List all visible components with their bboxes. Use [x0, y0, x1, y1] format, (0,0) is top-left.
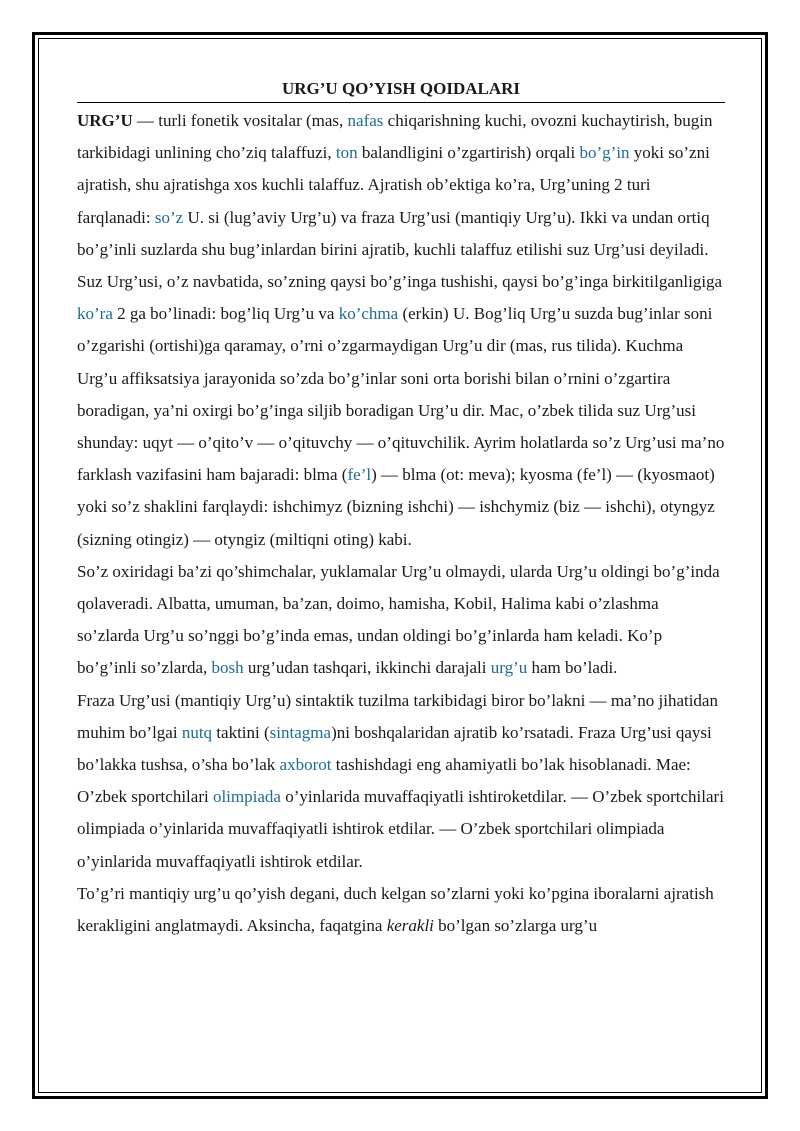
emphasis-kerakli: kerakli — [386, 916, 434, 936]
text-run: (erkin) U. Bog’liq Urg’u suzda bug’inlar soni o’zgarishi (ortishi)ga qaramay, o’rni o’zgarmaydigan Urg’u dir (mas, rus tilida). Kuchma Urg’u affiksatsiya jarayonida so’zda bo’g’inlar soni orta borishi bilan o’rnini o’zgartira boradigan, ya’ni oxirgi bo’g’inga siljib boradigan Urg’u dir. Mac, o’zbek tilida suz Urg’usi shunday: uqyt — o’qito’v — o’qituvchy — o’qituvchilik. Ayrim holatlarda so’z Urg’usi ma’no farklash vazifasini ham bajaradi: blma ( — [77, 304, 725, 485]
text-run: chiqarishning kuchi, ovozni kuchaytirish, bugin tarkibidagi unlining cho’ziq talaffuzi, — [77, 111, 713, 163]
text-run: So’z oxiridagi ba’zi qo’shimchalar, yuklamalar Urg’u olmaydi, ularda Urg’u oldingi bo’g’inda qolaveradi. Albatta, umuman, ba’zan, doimo, hamisha, Kobil, Halima kabi o’zlashma so’zlarda Urg’u so’nggi bo’g’inda emas, undan oldingi bo’g’inlarda ham keladi. Ko’p bo’g’inli so’zlarda, — [77, 561, 720, 678]
text-run: balandligini o’zgartirish) orqali — [357, 143, 580, 163]
text-run: ham bo’ladi. — [527, 658, 618, 678]
text-run: yoki so’zni ajratish, shu ajratishga xos kuchli talaffuz. Ajratish ob’ektiga ko’ra, Urg’uning 2 turi farqlanadi: — [77, 143, 710, 227]
text-run: o’yinlarida muvaffaqiyatli ishtiroketdilar. — O’zbek sportchilari olimpiada o’yinlarida muvaffaqiyatli ishtirok etdilar. — O’zbek sportchilari olimpiada o’yinlarida muvaffaqiyatli ishtirok etdilar. — [77, 787, 724, 871]
paragraph-phrase-stress — [77, 685, 725, 878]
link-nutq[interactable]: nutq — [181, 722, 213, 742]
text-run: urg’udan tashqari, ikkinchi darajali — [243, 658, 491, 678]
link-urgu[interactable]: urg’u — [490, 658, 528, 678]
text-run: ) — blma (ot: meva); kyosma (fe’l) — (kyosmaot) yoki so’z shaklini farqlaydi: ishchimyz (bizning ishchi) — ishchymiz (biz — ishchi), otyngyz (sizning otingiz) — otyngiz (miltiqni oting) kabi. — [77, 465, 715, 549]
paragraph-definition — [77, 105, 725, 556]
link-kora[interactable]: ko’ra — [77, 304, 113, 324]
text-run: Fraza Urg’usi (mantiqiy Urg’u) sintaktik tuzilma tarkibidagi biror bo’lakni — ma’no jihatidan muhim bo’lgai — [77, 690, 718, 742]
term-heading: URG’U — [77, 111, 133, 130]
link-bosh[interactable]: bosh — [211, 658, 244, 678]
link-soz[interactable]: so’z — [154, 207, 184, 227]
link-kochma[interactable]: ko’chma — [338, 304, 399, 324]
paragraph-suffixes — [77, 556, 725, 685]
text-run: U. si (lug’aviy Urg’u) va fraza Urg’usi (mantiqiy Urg’u). Ikki va undan ortiq bo’g’inli suzlarda shu bug’inlardan birini ajratib, kuchli talaffuz etilishi suz Urg’usi deyiladi. Suz Urg’usi, o’z navbatida, so’zning qaysi bo’g’inga tushishi, qaysi bo’g’inga birkitilganligiga — [77, 207, 723, 292]
link-olimpiada[interactable]: olimpiada — [212, 787, 281, 807]
page-title: URG’U QO’YISH QOIDALARI — [77, 76, 725, 103]
text-run: 2 ga bo’linadi: bog’liq Urg’u va — [112, 304, 339, 324]
text-run: bo’lgan so’zlarga urg’u — [433, 916, 598, 936]
text-run: )ni boshqalaridan ajratib ko’rsatadi. Fraza Urg’usi qaysi bo’lakka tushsa, o’sha bo’lak — [77, 722, 712, 775]
paragraph-logical-stress — [77, 878, 725, 942]
link-ton[interactable]: ton — [335, 143, 358, 163]
text-run: taktini ( — [212, 722, 270, 742]
link-axborot[interactable]: axborot — [279, 755, 332, 775]
text-run: tashishdagi eng ahamiyatli bo’lak hisoblanadi. Mae: O’zbek sportchilari — [77, 755, 691, 807]
document-body — [77, 76, 725, 942]
link-sintagma[interactable]: sintagma — [269, 722, 332, 742]
text-run: — turli fonetik vositalar (mas, — [132, 111, 348, 130]
link-bogin[interactable]: bo’g’in — [579, 143, 630, 163]
link-nafas[interactable]: nafas — [347, 111, 384, 130]
text-run: To’g’ri mantiqiy urg’u qo’yish degani, duch kelgan so’zlarni yoki ko’pgina iboralarni ajratish kerakligini anglatmaydi. Aksincha, faqatgina — [77, 883, 714, 936]
link-fel[interactable]: fe’l — [347, 465, 372, 485]
